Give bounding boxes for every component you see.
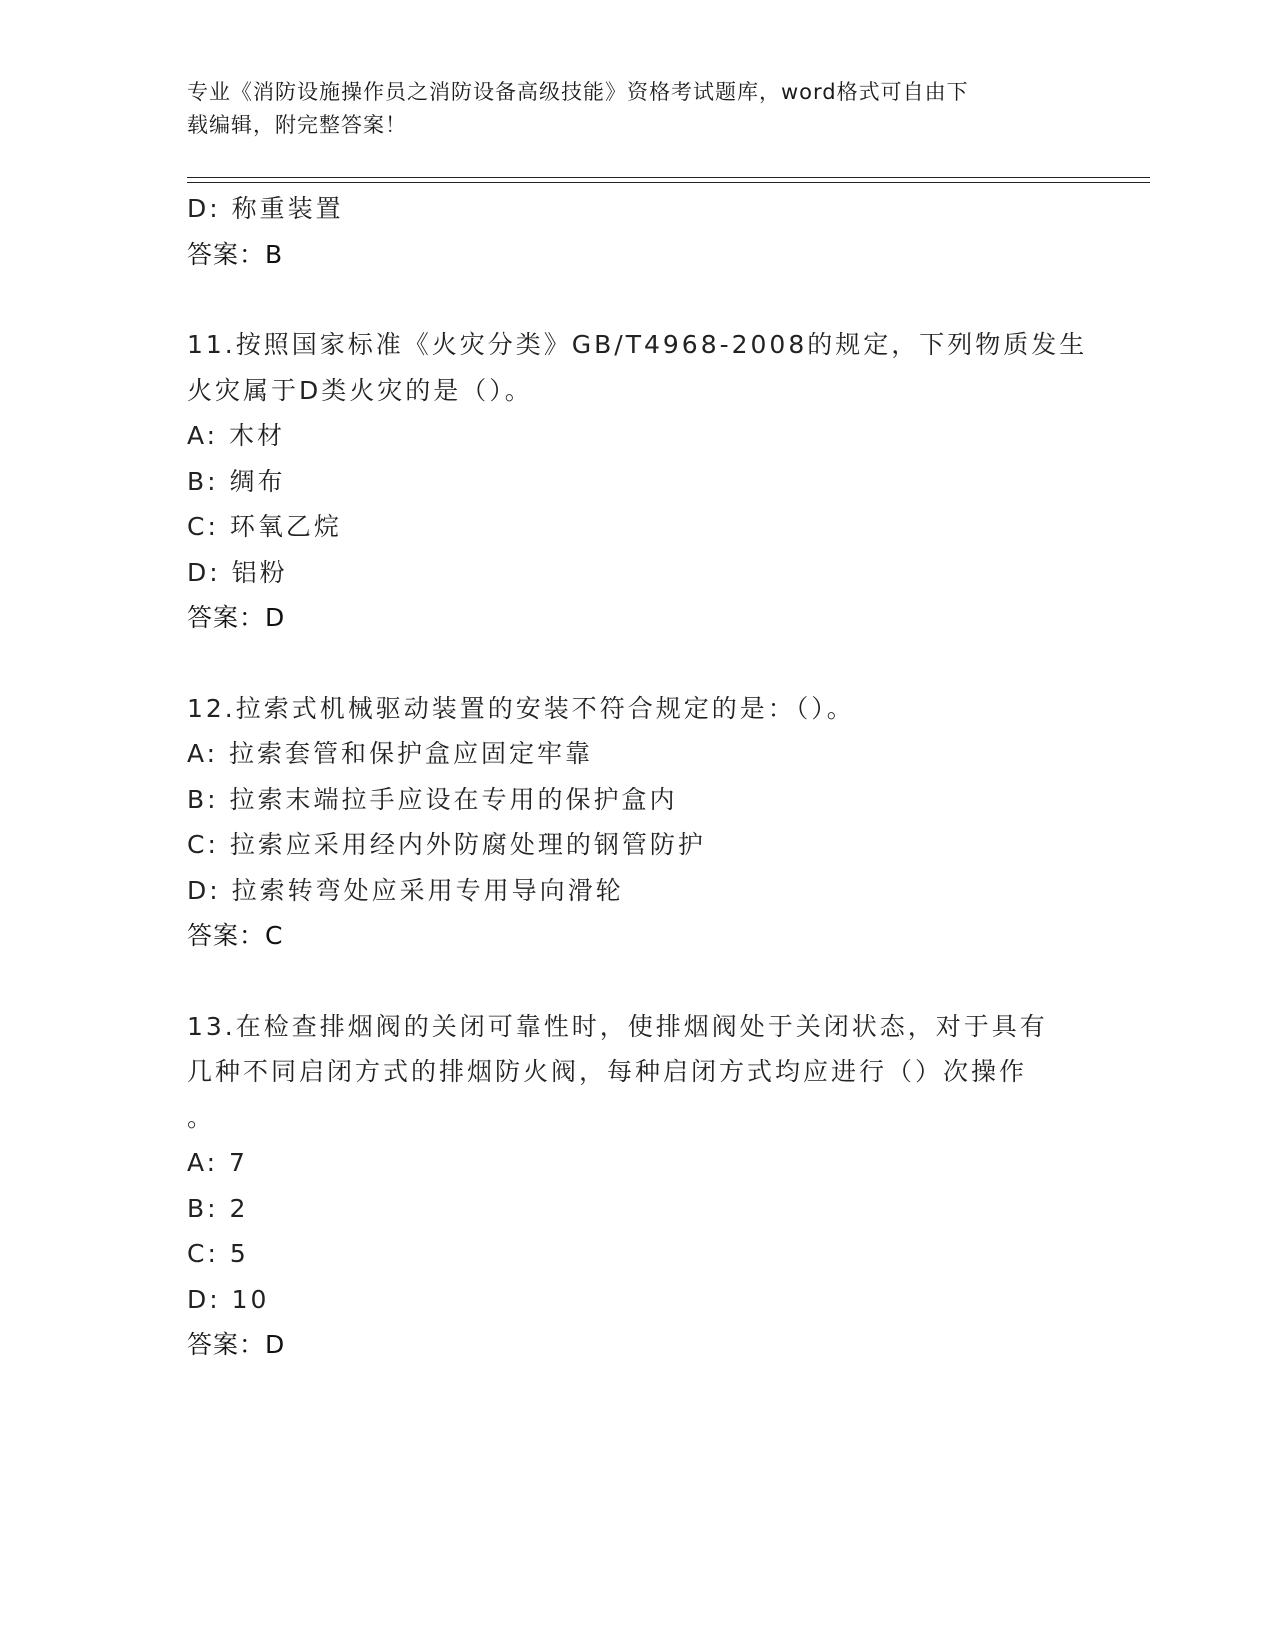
document-header [187,76,1067,142]
stem-line: 12.拉索式机械驱动装置的安装不符合规定的是：（）。 [187,693,855,723]
previous-question [187,186,1087,277]
spacer [187,641,1087,686]
spacer [187,277,1087,322]
question-stem [187,686,1087,732]
header-divider-top [187,177,1150,178]
question-13 [187,1004,1087,1368]
question-12 [187,686,1087,959]
question-11 [187,322,1087,641]
question-stem [187,322,1087,413]
stem-line: 火灾属于D类火灾的是（）。 [187,375,533,405]
option-d: D: 称重装置 [187,194,344,223]
option-b: B: 绸布 [187,466,286,496]
answer-line: 答案：C [187,921,284,950]
question-list [187,186,1087,1368]
option-d: D: 10 [187,1284,270,1314]
stem-line: 13.在检查排烟阀的关闭可靠性时，使排烟阀处于关闭状态，对于具有 [187,1011,1048,1041]
stem-line: 11.按照国家标准《火灾分类》GB/T4968-2008的规定，下列物质发生 [187,330,1088,359]
answer-line: 答案：B [187,239,284,269]
header-divider-bottom [187,182,1150,183]
header-line-1: 专业《消防设施操作员之消防设备高级技能》资格考试题库，word格式可自由下 [187,80,969,104]
option-c: C: 环氧乙烷 [187,512,342,541]
stem-line: 。 [187,1102,216,1132]
question-stem [187,1004,1087,1141]
option-c: C: 5 [187,1239,249,1268]
stem-line: 几种不同启闭方式的排烟防火阀，每种启闭方式均应进行（）次操作 [187,1057,1028,1086]
option-a: A: 拉索套管和保护盒应固定牢靠 [187,739,594,768]
answer-line: 答案：D [187,603,286,632]
option-b: B: 2 [187,1193,249,1223]
spacer [187,959,1087,1004]
header-line-2: 载编辑，附完整答案！ [187,113,407,137]
option-d: D: 拉索转弯处应采用专用导向滑轮 [187,875,624,905]
option-a: A: 7 [187,1148,248,1177]
option-d: D: 铝粉 [187,557,288,587]
option-b: B: 拉索末端拉手应设在专用的保护盒内 [187,784,678,814]
option-c: C: 拉索应采用经内外防腐处理的钢管防护 [187,830,706,859]
answer-line: 答案：D [187,1330,286,1359]
option-a: A: 木材 [187,421,286,450]
